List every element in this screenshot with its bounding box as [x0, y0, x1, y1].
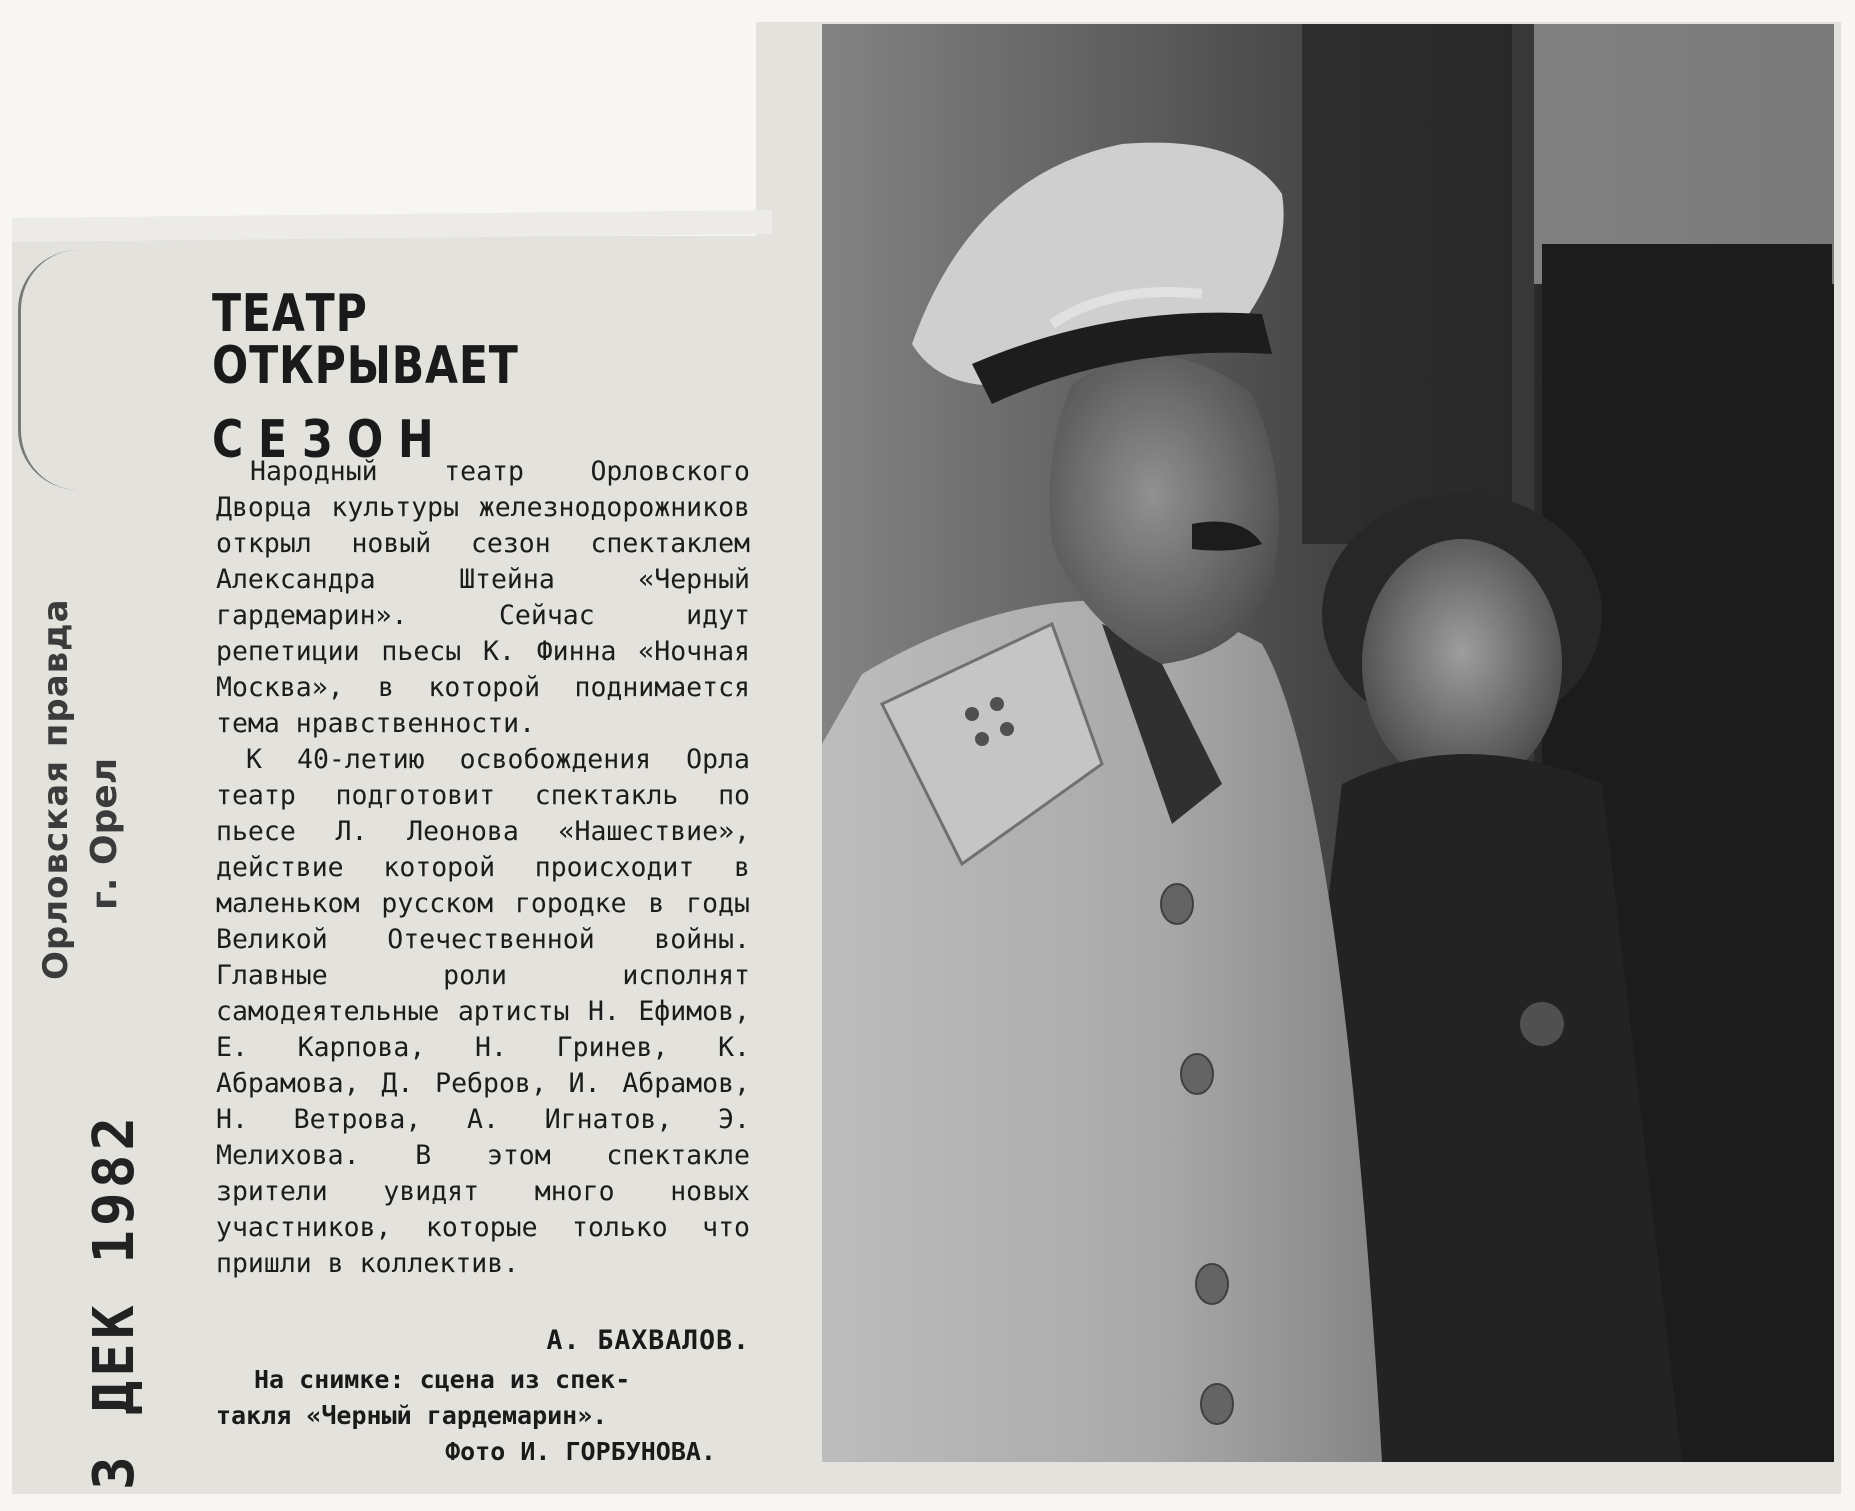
- stage-photo: [822, 24, 1834, 1462]
- archive-stamp: [30, 480, 150, 1490]
- headline-line-1: ТЕАТР ОТКРЫВАЕТ: [212, 284, 519, 396]
- caption-photo-credit: Фото И. ГОРБУНОВА.: [445, 1437, 716, 1466]
- pencil-mark: [18, 250, 81, 490]
- caption-line-2: такля «Черный гардемарин».: [216, 1401, 608, 1430]
- stamp-newspaper-name: Орловская правда: [36, 598, 76, 980]
- stamp-city: г. Орел: [84, 757, 125, 910]
- photo-caption: [216, 1362, 750, 1470]
- article-body: [216, 454, 750, 1282]
- headline-line-2: СЕЗОН: [212, 410, 449, 470]
- stage-photo-image: [822, 24, 1834, 1462]
- caption-line-1: На снимке: сцена из спек-: [254, 1365, 631, 1394]
- article-headline: [212, 284, 772, 470]
- stamp-date: 3 ДЕК 1982: [82, 1112, 147, 1490]
- article-paragraph-2: К 40-летию освобождения Орла театр подготовит спектакль по пьесе Л. Леонова «Нашествие», действие которой происходит в маленьком русском городке в годы Великой Отечественной войны. Главные роли исполнят самодеятельные артисты Н. Ефимов, Е. Карпова, Н. Гринев, К. Абрамова, Д. Ребров, И. Абрамов, Н. Ветрова, А. Игнатов, Э. Мелихова. В этом спектакле зрители увидят много новых участников, которые только что пришли в коллектив.: [216, 744, 750, 1279]
- article-paragraph-1: Народный театр Орловского Дворца культуры железнодорожников открыл новый сезон спектаклем Александра Штейна «Черный гардемарин». Сейчас идут репетиции пьесы К. Финна «Ночная Москва», в которой поднимается тема нравственности.: [216, 456, 750, 739]
- article-author: А. БАХВАЛОВ.: [546, 1325, 750, 1356]
